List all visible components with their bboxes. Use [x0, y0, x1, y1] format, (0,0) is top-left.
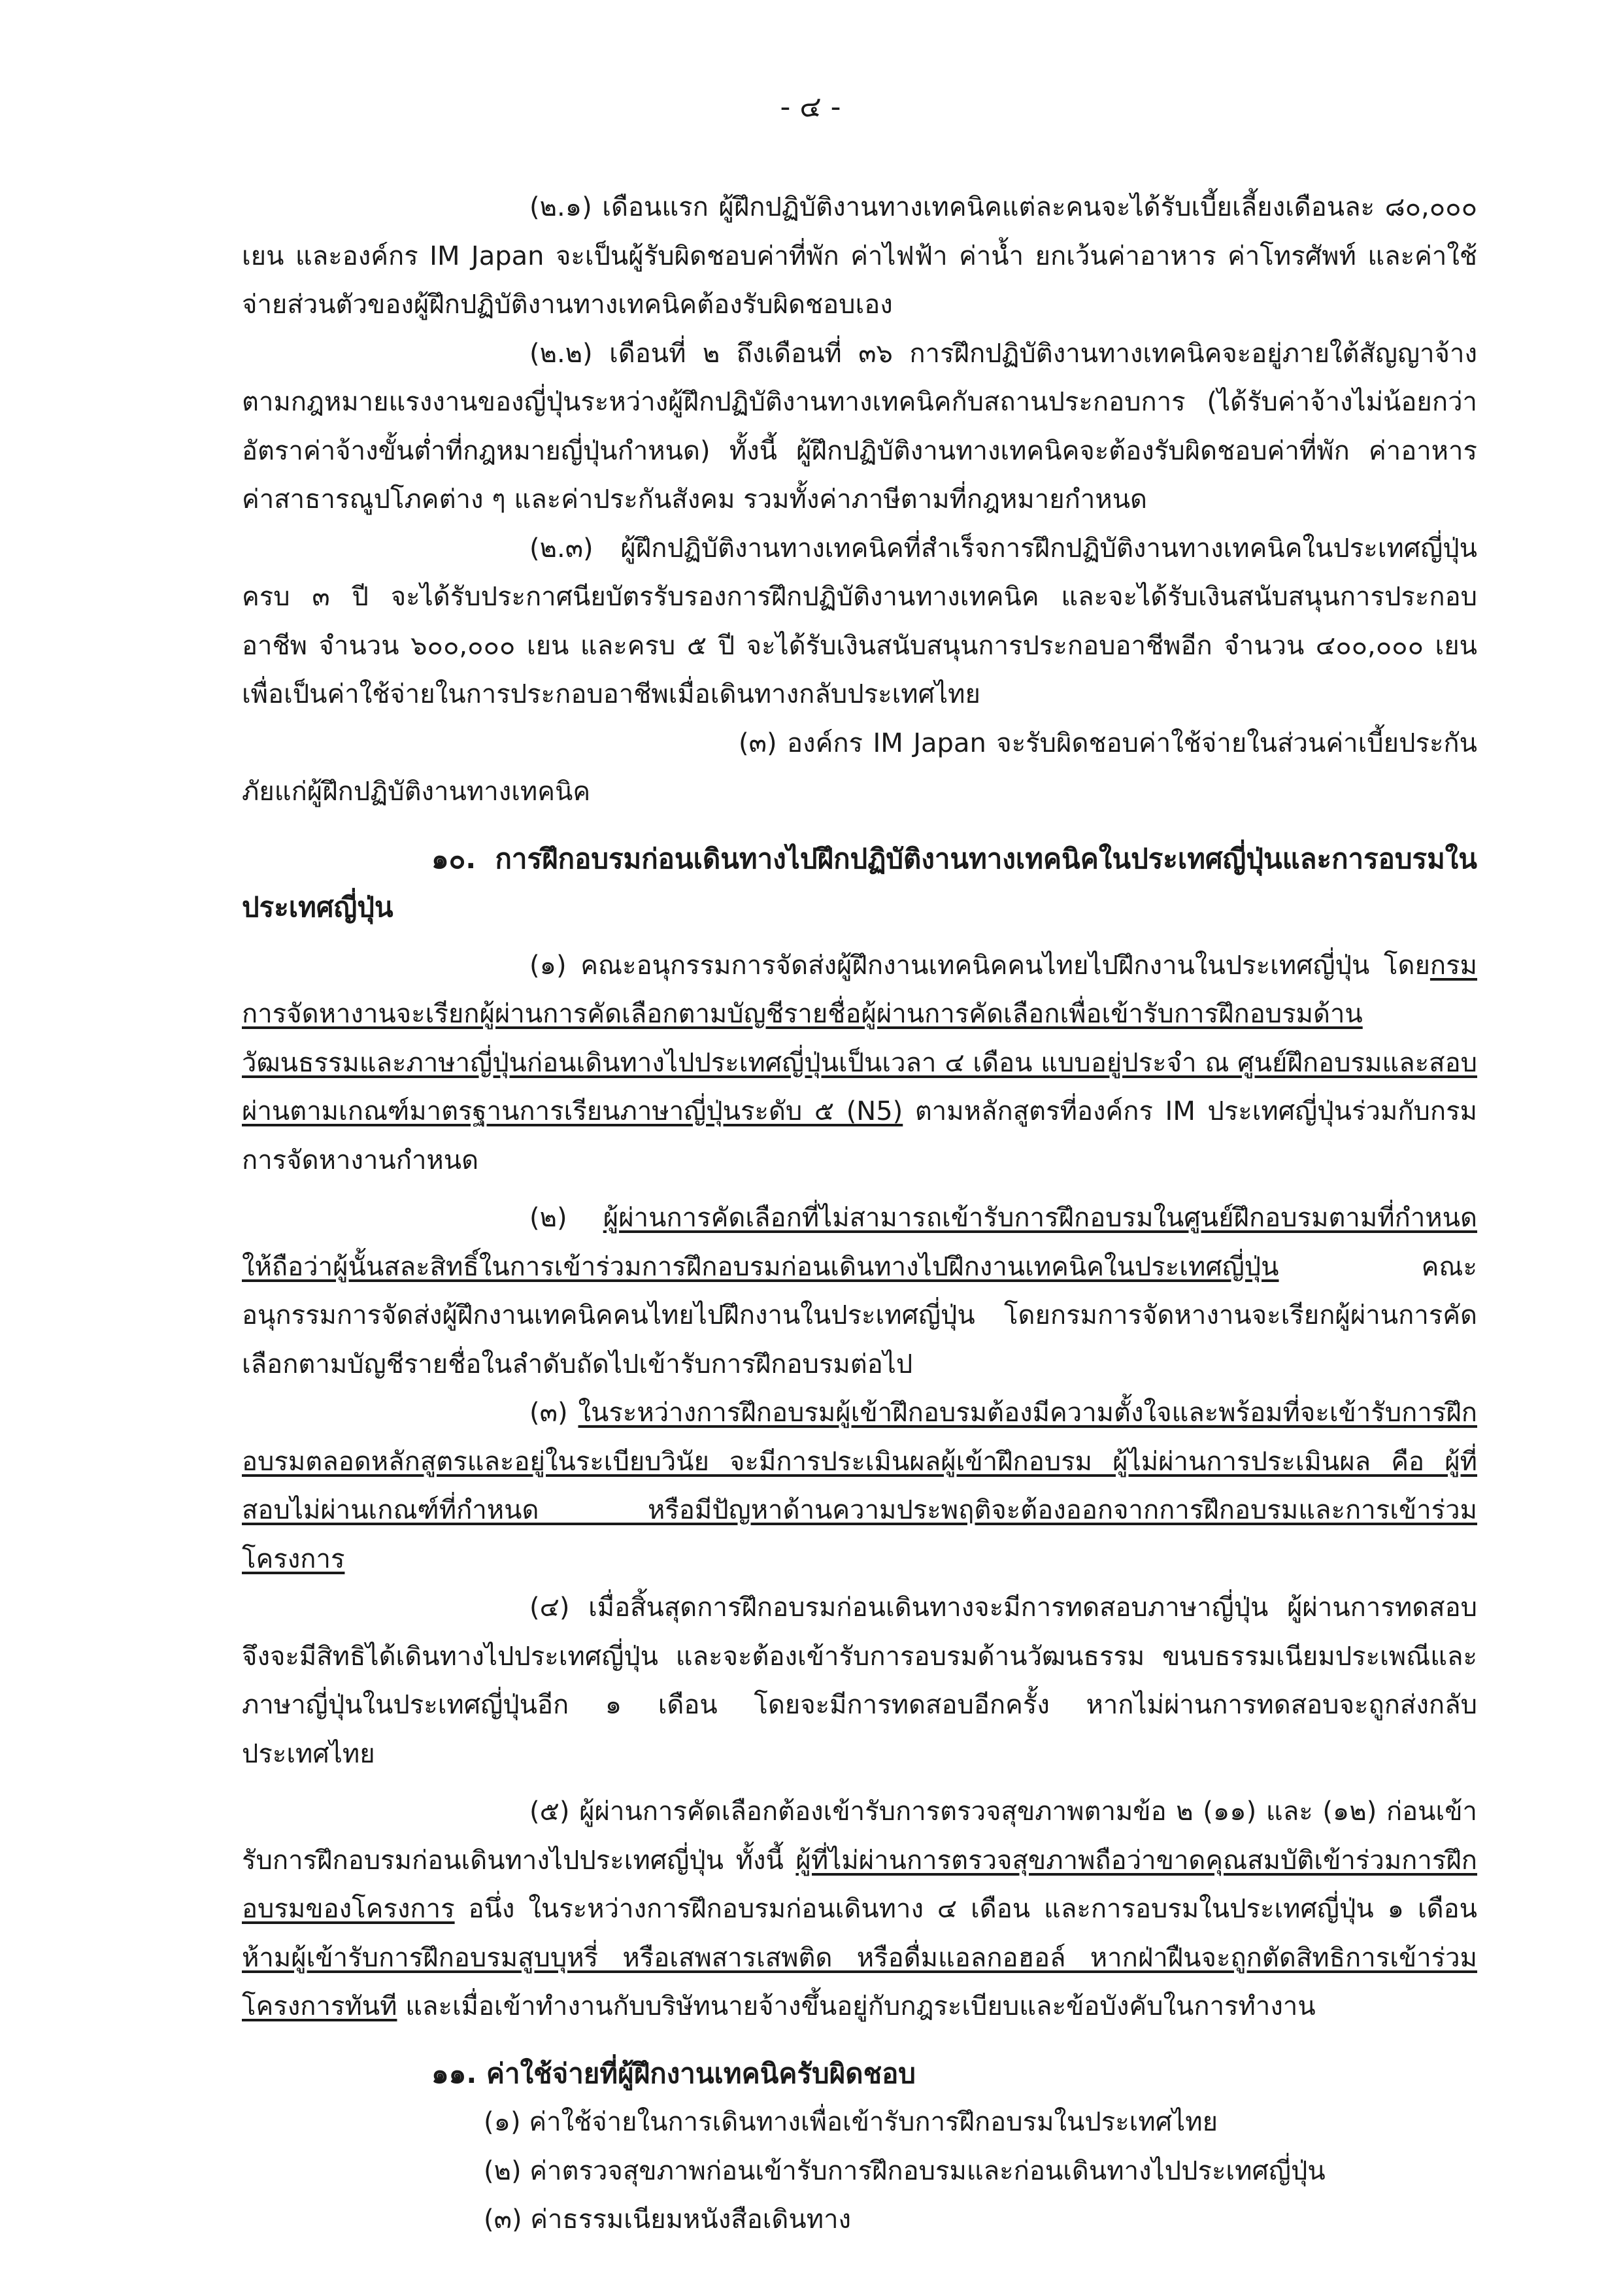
section-11-heading: ๑๑. ค่าใช้จ่ายที่ผู้ฝึกงานเทคนิครับผิดชอบ — [431, 2057, 916, 2089]
section-10-heading: ๑๐. การฝึกอบรมก่อนเดินทางไปฝึกปฏิบัติงานทางเทคนิคในประเทศญี่ปุ่นและการอบรมในประเทศญี่ปุ่น — [242, 842, 1477, 923]
paragraph-10-3-underlined: ในระหว่างการฝึกอบรมผู้เข้าฝึกอบรมต้องมีความตั้งใจและพร้อมที่จะเข้ารับการฝึกอบรมตลอดหลักสูตรและอยู่ในระเบียบวินัย จะมีการประเมินผลผู้เข้าฝึกอบรม ผู้ไม่ผ่านการประเมินผล คือ ผู้ที่สอบไม่ผ่านเกณฑ์ที่กำหนด หรือมีปัญหาด้านความประพฤติจะต้องออกจากการฝึกอบรมและการเข้าร่วมโครงการ — [242, 1398, 1477, 1574]
paragraph-2-1: (๒.๑) เดือนแรก ผู้ฝึกปฏิบัติงานทางเทคนิคแต่ละคนจะได้รับเบี้ยเลี้ยงเดือนละ ๘๐,๐๐๐ เยน และองค์กร IM Japan จะเป็นผู้รับผิดชอบค่าที่พัก ค่าไฟฟ้า ค่าน้ำ ยกเว้นค่าอาหาร ค่าโทรศัพท์ และค่าใช้จ่ายส่วนตัวของผู้ฝึกปฏิบัติงานทางเทคนิคต้องรับผิดชอบเอง — [242, 192, 1477, 320]
paragraph-10-2-tail: คณะอนุกรรมการจัดส่งผู้ฝึกงานเทคนิคคนไทยไปฝึกงานในประเทศญี่ปุ่น โดยกรมการจัดหางานจะเรียกผู้ผ่านการคัดเลือกตามบัญชีรายชื่อในลำดับถัดไปเข้ารับการฝึกอบรมต่อไป — [242, 1251, 1477, 1379]
list-item: (๑) ค่าใช้จ่ายในการเดินทางเพื่อเข้ารับการฝึกอบรมในประเทศไทย — [484, 2107, 1218, 2137]
page-number: - ๔ - — [780, 90, 841, 124]
paragraph-10-3-text: (๓) — [529, 1398, 578, 1428]
paragraph-10-2-underlined: ผู้ผ่านการคัดเลือกที่ไม่สามารถเข้ารับการฝึกอบรมในศูนย์ฝึกอบรมตามที่กำหนดให้ถือว่าผู้นั้นสละสิทธิ์ในการเข้าร่วมการฝึกอบรมก่อนเดินทางไปฝึกงานเทคนิคในประเทศญี่ปุ่น — [242, 1203, 1477, 1282]
paragraph-10-5 — [242, 1787, 1477, 2031]
paragraph-2-2: (๒.๒) เดือนที่ ๒ ถึงเดือนที่ ๓๖ การฝึกปฏิบัติงานทางเทคนิคจะอยู่ภายใต้สัญญาจ้างตามกฎหมายแรงงานของญี่ปุ่นระหว่างผู้ฝึกปฏิบัติงานทางเทคนิคกับสถานประกอบการ (ได้รับค่าจ้างไม่น้อยกว่าอัตราค่าจ้างขั้นต่ำที่กฎหมายญี่ปุ่นกำหนด) ทั้งนี้ ผู้ฝึกปฏิบัติงานทางเทคนิคจะต้องรับผิดชอบค่าที่พัก ค่าอาหาร ค่าสาธารณูปโภคต่าง ๆ และค่าประกันสังคม รวมทั้งค่าภาษีตามที่กฎหมายกำหนด — [242, 338, 1477, 515]
paragraph-10-2-text: (๒) — [529, 1203, 603, 1233]
paragraph-10-5-underlined-2: ห้ามผู้เข้ารับการฝึกอบรมสูบบุหรี่ หรือเสพสารเสพติด หรือดื่มแอลกอฮอล์ หากฝ่าฝืนจะถูกตัดสิทธิการเข้าร่วมโครงการทันที — [242, 1942, 1477, 2021]
document-body — [242, 183, 1477, 2244]
paragraph-10-4: (๔) เมื่อสิ้นสุดการฝึกอบรมก่อนเดินทางจะมีการทดสอบภาษาญี่ปุ่น ผู้ผ่านการทดสอบจึงจะมีสิทธิได้เดินทางไปประเทศญี่ปุ่น และจะต้องเข้ารับการอบรมด้านวัฒนธรรม ขนบธรรมเนียมประเพณีและภาษาญี่ปุ่นในประเทศญี่ปุ่นอีก ๑ เดือน โดยจะมีการทดสอบอีกครั้ง หากไม่ผ่านการทดสอบจะถูกส่งกลับประเทศไทย — [242, 1593, 1477, 1769]
paragraph-10-5-tail: และเมื่อเข้าทำงานกับบริษัทนายจ้างขึ้นอยู่กับกฎระเบียบและข้อบังคับในการทำงาน — [397, 1991, 1316, 2021]
paragraph-10-5-underlined-1: ผู้ที่ไม่ผ่านการตรวจสุขภาพถือว่าขาดคุณสมบัติเข้าร่วมการฝึกอบรมของโครงการ — [242, 1845, 1477, 1924]
paragraph-10-5-text: (๕) ผู้ผ่านการคัดเลือกต้องเข้ารับการตรวจสุขภาพตามข้อ ๒ (๑๑) และ (๑๒) ก่อนเข้ารับการฝึกอบรมก่อนเดินทางไปประเทศญี่ปุ่น ทั้งนี้ — [242, 1797, 1477, 1876]
paragraph-3: (๓) องค์กร IM Japan จะรับผิดชอบค่าใช้จ่ายในส่วนค่าเบี้ยประกันภัยแก่ผู้ฝึกปฏิบัติงานทางเทคนิค — [242, 728, 1477, 807]
paragraph-10-3 — [242, 1389, 1477, 1583]
paragraph-10-1-underlined: กรมการจัดหางานจะเรียกผู้ผ่านการคัดเลือกตามบัญชีรายชื่อผู้ผ่านการคัดเลือกเพื่อเข้ารับการฝึกอบรมด้านวัฒนธรรมและภาษาญี่ปุ่นก่อนเดินทางไปประเทศญี่ปุ่นเป็นเวลา ๔ เดือน แบบอยู่ประจำ ณ ศูนย์ฝึกอบรมและสอบผ่านตามเกณฑ์มาตรฐานการเรียนภาษาญี่ปุ่นระดับ ๕ (N5) — [242, 950, 1477, 1126]
paragraph-10-5-middle: อนึ่ง ในระหว่างการฝึกอบรมก่อนเดินทาง ๔ เดือน และการอบรมในประเทศญี่ปุ่น ๑ เดือน — [454, 1894, 1477, 1924]
list-item: (๒) ค่าตรวจสุขภาพก่อนเข้ารับการฝึกอบรมและก่อนเดินทางไปประเทศญี่ปุ่น — [484, 2155, 1326, 2186]
list-item: (๓) ค่าธรรมเนียมหนังสือเดินทาง — [484, 2204, 852, 2235]
paragraph-10-1 — [242, 941, 1477, 1185]
paragraph-10-1-tail: ตามหลักสูตรที่องค์กร IM ประเทศญี่ปุ่นร่วมกับกรมการจัดหางานกำหนด — [242, 1096, 1477, 1175]
paragraph-10-1-text: (๑) คณะอนุกรรมการจัดส่งผู้ฝึกงานเทคนิคคนไทยไปฝึกงานในประเทศญี่ปุ่น โดย — [529, 950, 1430, 981]
paragraph-2-3: (๒.๓) ผู้ฝึกปฏิบัติงานทางเทคนิคที่สำเร็จการฝึกปฏิบัติงานทางเทคนิคในประเทศญี่ปุ่นครบ ๓ ปี จะได้รับประกาศนียบัตรรับรองการฝึกปฏิบัติงานทางเทคนิค และจะได้รับเงินสนับสนุนการประกอบอาชีพ จำนวน ๖๐๐,๐๐๐ เยน และครบ ๕ ปี จะได้รับเงินสนับสนุนการประกอบอาชีพอีก จำนวน ๔๐๐,๐๐๐ เยน เพื่อเป็นค่าใช้จ่ายในการประกอบอาชีพเมื่อเดินทางกลับประเทศไทย — [242, 533, 1477, 709]
paragraph-10-2 — [242, 1194, 1477, 1389]
